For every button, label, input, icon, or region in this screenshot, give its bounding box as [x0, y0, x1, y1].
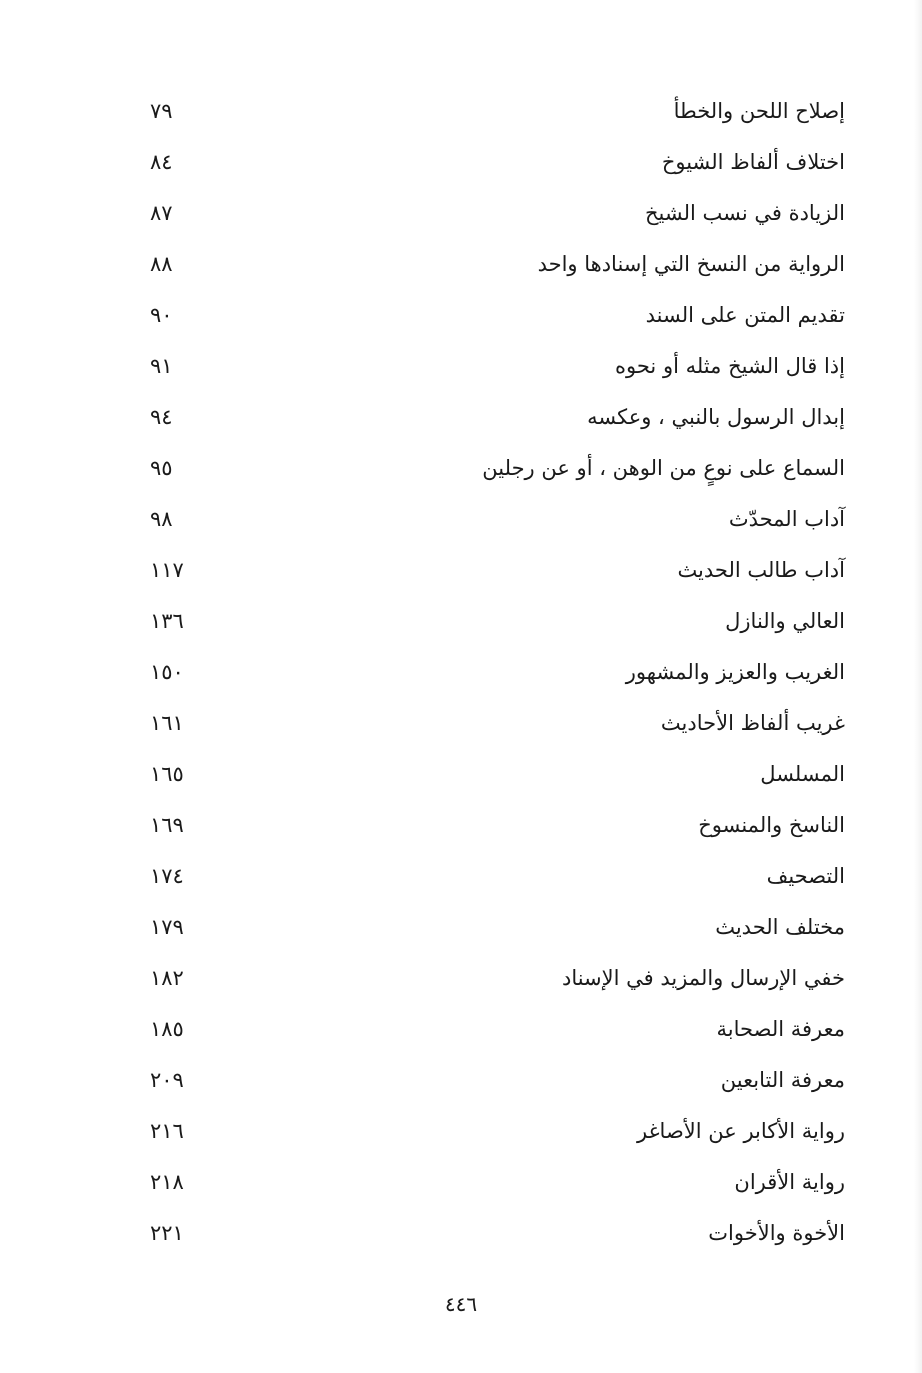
toc-entry-title: اختلاف ألفاظ الشيوخ [661, 150, 845, 174]
toc-entry [150, 1055, 845, 1106]
toc-entry [150, 698, 845, 749]
toc-entry-title: الناسخ والمنسوخ [698, 813, 845, 837]
toc-entry-title: رواية الأكابر عن الأصاغر [636, 1119, 845, 1143]
toc-entry-page: ٢٠٩ [150, 1068, 184, 1092]
toc-entry [150, 494, 845, 545]
toc-entry-title: معرفة التابعين [720, 1068, 845, 1092]
toc-entry [150, 239, 845, 290]
toc-entry-page: ١٣٦ [150, 609, 184, 633]
toc-entry-title: تقديم المتن على السند [645, 303, 845, 327]
toc-entry [150, 545, 845, 596]
toc-entry-page: ١٨٥ [150, 1017, 184, 1041]
toc-entry-page: ١٦٥ [150, 762, 184, 786]
toc-entry-title: آداب المحدّث [728, 507, 845, 531]
page-number: ٤٤٦ [444, 1292, 478, 1316]
toc-entry-page: ٩٨ [150, 507, 173, 531]
toc-entry [150, 86, 845, 137]
toc-entry-title: التصحيف [766, 864, 845, 888]
toc-entry [150, 647, 845, 698]
toc-entry-page: ٢١٨ [150, 1170, 184, 1194]
toc-entry [150, 851, 845, 902]
toc-entry-title: رواية الأقران [734, 1170, 845, 1194]
toc-entry-title: إذا قال الشيخ مثله أو نحوه [615, 354, 845, 378]
toc-entry-page: ٢١٦ [150, 1119, 184, 1143]
toc-entry-title: مختلف الحديث [715, 915, 845, 939]
toc-entry [150, 749, 845, 800]
toc-entry [150, 953, 845, 1004]
toc-entry [150, 1004, 845, 1055]
toc-entry-page: ٩٤ [150, 405, 173, 429]
toc-entry [150, 1157, 845, 1208]
toc-entry-title: الزيادة في نسب الشيخ [644, 201, 845, 225]
toc-entry-page: ٩١ [150, 354, 173, 378]
toc-entry [150, 290, 845, 341]
toc-entry [150, 137, 845, 188]
toc-entry-title: آداب طالب الحديث [677, 558, 845, 582]
toc-entry [150, 800, 845, 851]
toc-entry-title: الرواية من النسخ التي إسنادها واحد [537, 252, 845, 276]
toc-entry-page: ٨٨ [150, 252, 173, 276]
toc-entry-title: غريب ألفاظ الأحاديث [660, 711, 845, 735]
table-of-contents [150, 86, 845, 1259]
toc-entry-title: العالي والنازل [725, 609, 845, 633]
toc-entry-page: ١٥٠ [150, 660, 184, 684]
toc-entry [150, 1208, 845, 1259]
toc-entry [150, 341, 845, 392]
toc-entry [150, 392, 845, 443]
toc-entry [150, 902, 845, 953]
toc-entry-page: ١٦٩ [150, 813, 184, 837]
toc-entry-page: ١٧٤ [150, 864, 184, 888]
toc-entry-page: ١٧٩ [150, 915, 184, 939]
toc-entry-title: الأخوة والأخوات [708, 1221, 845, 1245]
toc-entry-title: الغريب والعزيز والمشهور [625, 660, 845, 684]
toc-entry-title: معرفة الصحابة [716, 1017, 845, 1041]
toc-entry-title: خفي الإرسال والمزيد في الإسناد [561, 966, 845, 990]
toc-entry-page: ٧٩ [150, 99, 173, 123]
toc-entry-page: ١٨٢ [150, 966, 184, 990]
toc-entry [150, 1106, 845, 1157]
toc-entry-page: ١١٧ [150, 558, 184, 582]
toc-entry-title: إبدال الرسول بالنبي ، وعكسه [587, 405, 845, 429]
toc-entry [150, 443, 845, 494]
toc-entry-title: السماع على نوعٍ من الوهن ، أو عن رجلين [482, 456, 845, 480]
toc-entry-title: المسلسل [760, 762, 845, 786]
toc-entry-page: ٩٥ [150, 456, 173, 480]
toc-entry-page: ٨٤ [150, 150, 173, 174]
toc-entry-page: ٩٠ [150, 303, 173, 327]
toc-entry [150, 596, 845, 647]
toc-entry-title: إصلاح اللحن والخطأ [673, 99, 845, 123]
toc-entry-page: ١٦١ [150, 711, 184, 735]
page-edge-shadow [914, 0, 922, 1373]
toc-entry-page: ٢٢١ [150, 1221, 184, 1245]
toc-entry-page: ٨٧ [150, 201, 173, 225]
toc-entry [150, 188, 845, 239]
